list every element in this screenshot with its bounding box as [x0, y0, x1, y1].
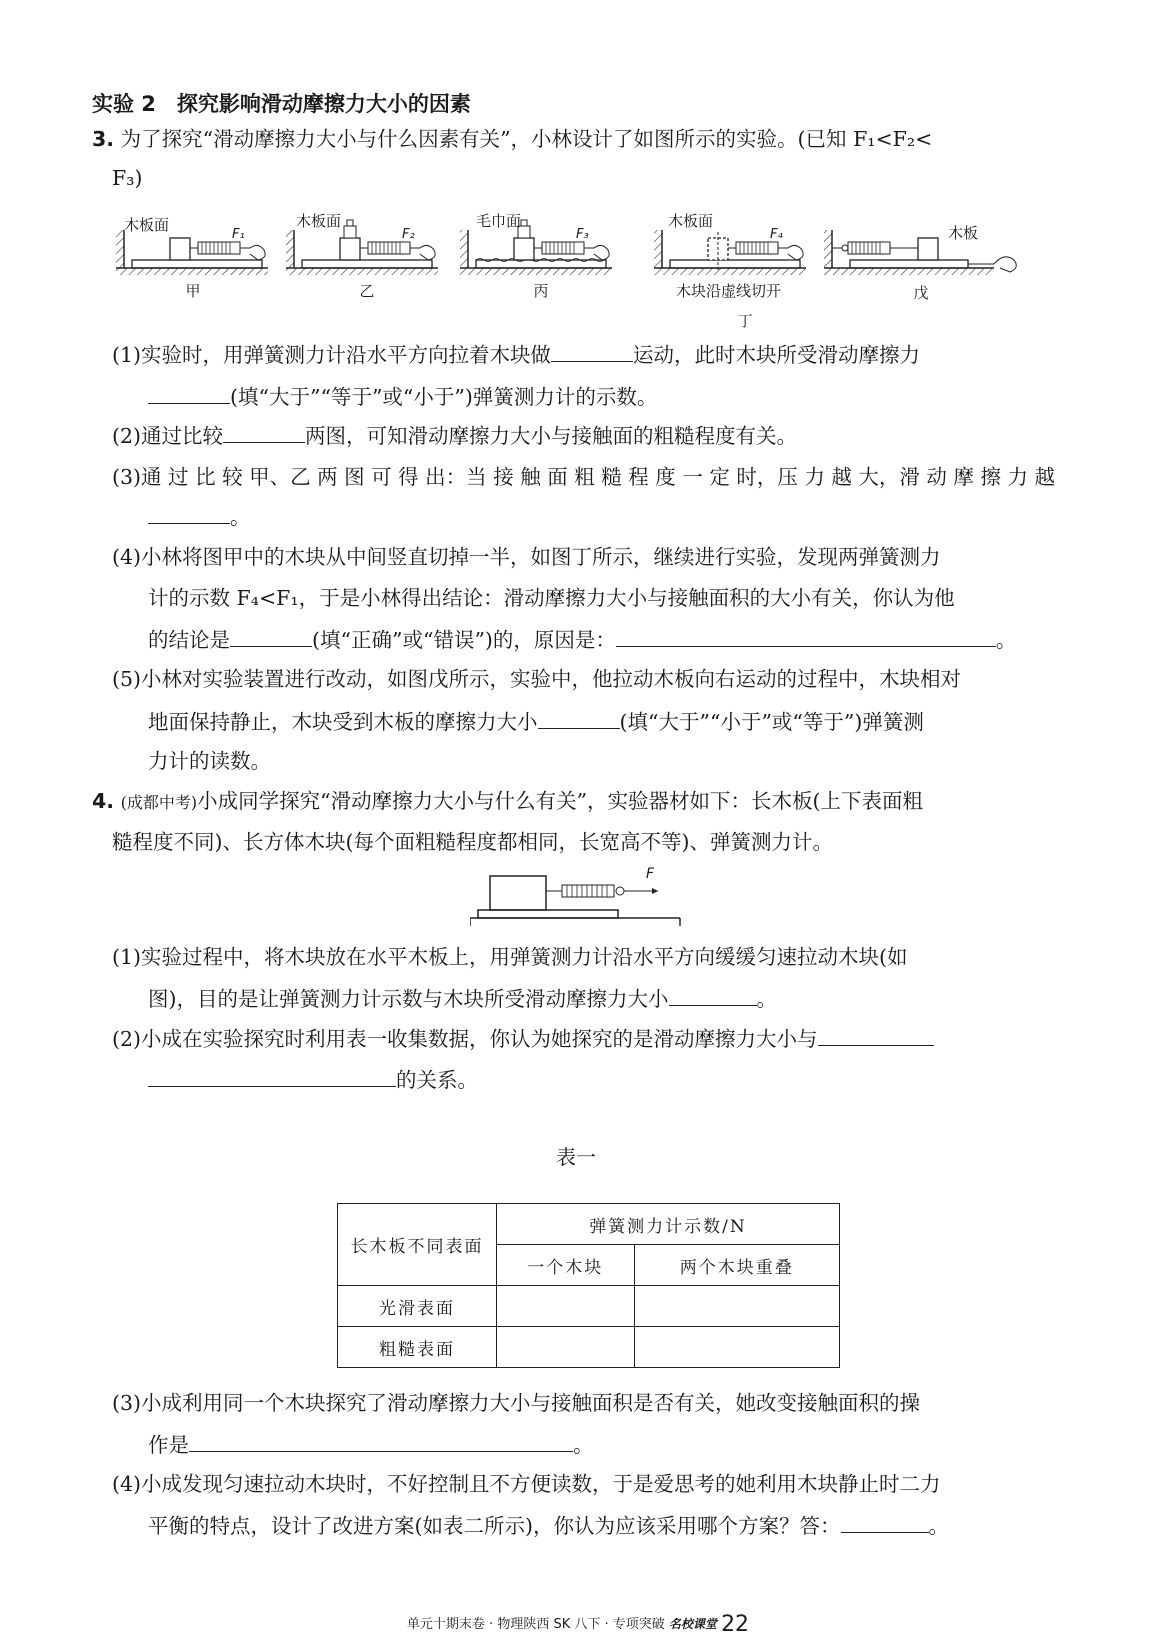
q3-p5-line2: 地面保持静止，木块受到木板的摩擦力大小 (填“大于”“小于”或“等于”)弹簧测: [148, 706, 924, 737]
q4-fig-force: F: [646, 866, 655, 882]
q3-p3-line1: (3)通 过 比 较 甲、乙 两 图 可 得 出：当 接 触 面 粗 糙 程 度 一 定 时，压 力 越 大，滑 动 摩 擦 力 越: [112, 465, 1055, 489]
table1-cell[interactable]: [634, 1286, 839, 1327]
q4-p3-line1: (3)小成利用同一个木块探究了滑动摩擦力大小与接触面积是否有关，她改变接触面积的操: [112, 1391, 921, 1415]
q3-figures: [110, 200, 1030, 290]
q3-p5-line1: (5)小林对实验装置进行改动，如图戊所示，实验中，他拉动木板向右运动的过程中，木块相对: [112, 667, 962, 691]
fig-ding-note: 木块沿虚线切开: [676, 282, 782, 300]
q3-p5-blank[interactable]: [538, 706, 620, 729]
figure-wu: [824, 230, 1016, 275]
figure-ding: [654, 230, 806, 275]
table1-row-header: 长木板不同表面: [338, 1204, 497, 1286]
fig-ding-caption: 丁: [737, 312, 753, 330]
q3-p1-blank1[interactable]: [551, 339, 633, 362]
q3-p1-blank2[interactable]: [148, 381, 230, 404]
table1-cell[interactable]: [634, 1327, 839, 1368]
q4-stem-line2: 糙程度不同)、长方体木块(每个面粗糙程度都相同，长宽高不等)、弹簧测力计。: [112, 830, 833, 854]
q4-p3-blank[interactable]: [189, 1429, 573, 1452]
q4-p1-line1: (1)实验过程中，将木块放在水平木板上，用弹簧测力计沿水平方向缓缓匀速拉动木块(如: [112, 945, 908, 969]
table1: [337, 1203, 840, 1368]
fig-jia-force: F₁: [232, 227, 245, 242]
fig-bing-surface: 毛巾面: [476, 212, 522, 230]
table1-cell[interactable]: [497, 1286, 635, 1327]
fig-jia-caption: 甲: [185, 282, 201, 300]
fig-ding-force: F₄: [770, 227, 783, 242]
footer-brand: 名校课堂: [668, 1617, 717, 1631]
fig-yi-caption: 乙: [359, 282, 375, 300]
table1-row1: 光滑表面: [338, 1286, 497, 1327]
q4-p1-line2: 图)，目的是让弹簧测力计示数与木块所受滑动摩擦力大小 。: [148, 983, 777, 1014]
q4-p2-line1: (2)小成在实验探究时利用表一收集数据，你认为她探究的是滑动摩擦力大小与: [112, 1023, 934, 1054]
q3-p3-blank[interactable]: [148, 501, 230, 524]
figure-jia: [116, 230, 268, 275]
fig-ding-surface: 木板面: [668, 212, 714, 230]
fig-bing-caption: 丙: [533, 282, 549, 300]
q4-p4-line1: (4)小成发现匀速拉动木块时，不好控制且不方便读数，于是爱思考的她利用木块静止时二力: [112, 1472, 941, 1496]
q3-stem-line2: F₃): [112, 166, 143, 190]
q4-source: (成都中考): [120, 793, 198, 812]
q3-p4-blank2[interactable]: [616, 624, 996, 647]
q4-p1-blank[interactable]: [669, 983, 757, 1006]
table1-row2: 粗糙表面: [338, 1327, 497, 1368]
q4-stem-line1: 4. (成都中考)小成同学探究“滑动摩擦力大小与什么有关”，实验器材如下：长木板(上下表面粗: [92, 789, 924, 813]
q3-number: 3.: [92, 127, 115, 151]
q3-p1-line2: (填“大于”“等于”或“小于”)弹簧测力计的示数。: [148, 381, 657, 412]
q4-number: 4.: [92, 789, 115, 813]
q3-p4-line1: (4)小林将图甲中的木块从中间竖直切掉一半，如图丁所示，继续进行实验，发现两弹簧测力: [112, 545, 941, 569]
q4-p2-blank1[interactable]: [818, 1023, 934, 1046]
q3-p3-line2: 。: [148, 501, 251, 532]
table1-cell[interactable]: [497, 1327, 635, 1368]
q3-p2: (2)通过比较 两图，可知滑动摩擦力大小与接触面的粗糙程度有关。: [112, 420, 797, 451]
q3-p2-blank[interactable]: [223, 420, 305, 443]
q4-p3-line2: 作是 。: [148, 1429, 594, 1460]
section-title: 实验 2 探究影响滑动摩擦力大小的因素: [92, 92, 471, 116]
q4-p4-line2: 平衡的特点，设计了改进方案(如表二所示)，你认为应该采用哪个方案？答： 。: [148, 1510, 949, 1541]
q3-p4-line3: 的结论是 (填“正确”或“错误”)的，原因是： 。: [148, 624, 1016, 655]
table1-col2: 两个木块重叠: [634, 1245, 839, 1286]
q4-figure: [470, 866, 690, 936]
q4-p4-blank[interactable]: [841, 1510, 929, 1533]
fig-bing-force: F₃: [576, 227, 589, 242]
q3-p4-line2: 计的示数 F₄<F₁，于是小林得出结论：滑动摩擦力大小与接触面积的大小有关，你认为他: [148, 586, 955, 610]
q4-p2-blank2[interactable]: [148, 1064, 396, 1087]
table1-col-group: 弹簧测力计示数/N: [497, 1204, 840, 1245]
q3-p1-line1: (1)实验时，用弹簧测力计沿水平方向拉着木块做 运动，此时木块所受滑动摩擦力: [112, 339, 920, 370]
fig-wu-surface: 木板: [948, 224, 979, 242]
page-number: 22: [721, 1612, 750, 1637]
q3-p5-line3: 力计的读数。: [148, 749, 271, 773]
q4-p2-line2: 的关系。: [148, 1064, 478, 1095]
fig-jia-surface: 木板面: [124, 216, 170, 234]
fig-yi-force: F₂: [402, 227, 415, 242]
fig-yi-surface: 木板面: [296, 212, 342, 230]
footer-text: 单元十期末卷 · 物理陕西 SK 八下 · 专项突破: [406, 1617, 665, 1632]
q3-stem-text: 为了探究“滑动摩擦力大小与什么因素有关”，小林设计了如图所示的实验。(已知 F₁<F₂<: [120, 127, 933, 151]
table1-caption: 表一: [556, 1145, 596, 1169]
fig-wu-caption: 戊: [913, 284, 929, 302]
page-footer: [0, 1612, 1156, 1637]
table1-col1: 一个木块: [497, 1245, 635, 1286]
q3-stem-line1: [92, 124, 932, 154]
q3-p4-blank1[interactable]: [230, 624, 312, 647]
